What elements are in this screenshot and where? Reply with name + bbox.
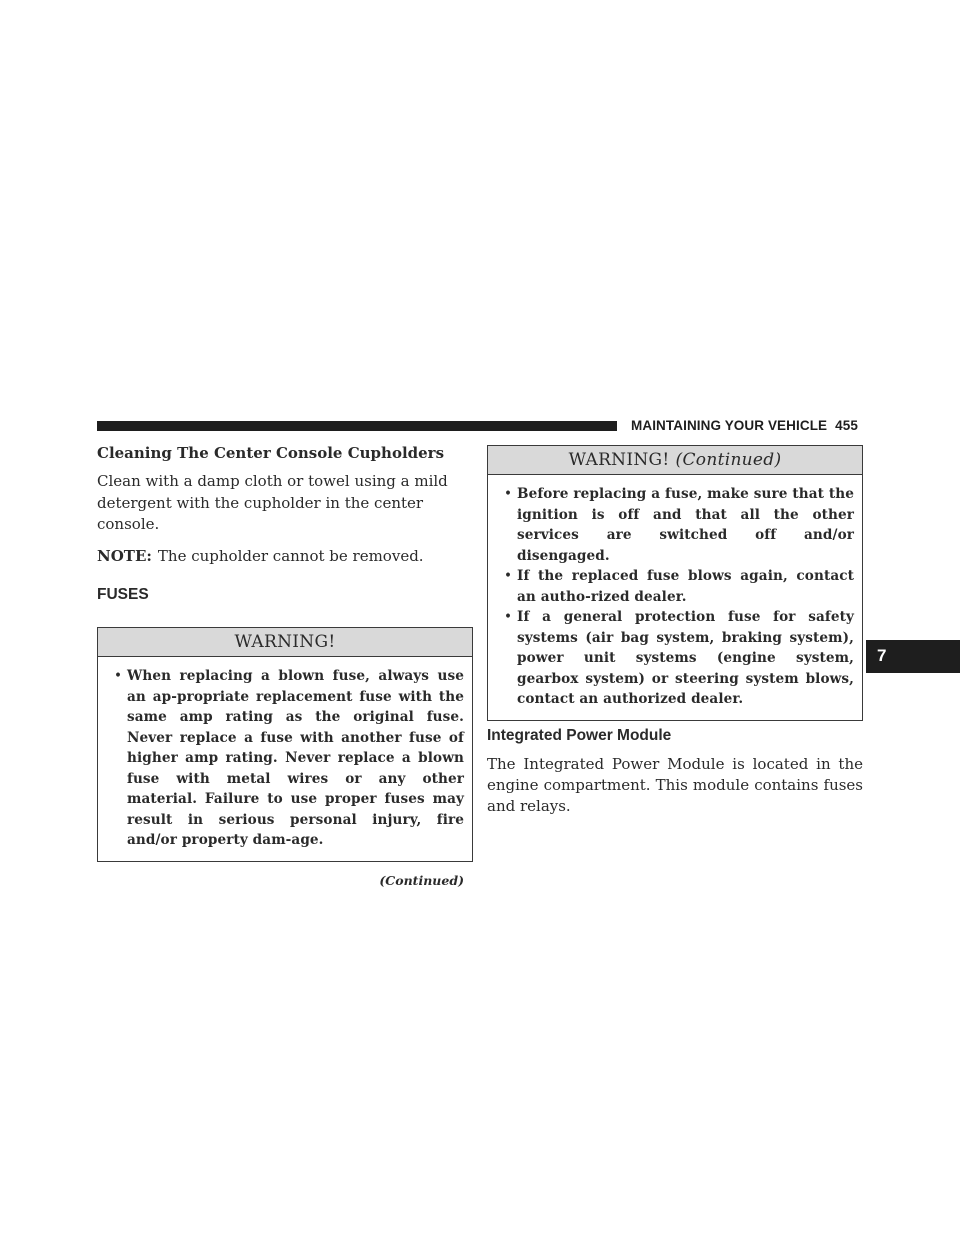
fuses-warning-box <box>97 627 473 862</box>
warning-item-text: Before replacing a fuse, make sure that the ignition is off and that all the other services are switched off and/or disengaged. <box>517 486 854 564</box>
fuses-warning-continued-box <box>487 445 863 721</box>
header-rule <box>97 421 617 431</box>
warning-body <box>98 657 472 861</box>
integrated-power-module-paragraph: The Integrated Power Module is located in the engine compartment. This module contains fuses and relays. <box>487 754 863 815</box>
warning-item-text: If the replaced fuse blows again, contact an autho-rized dealer. <box>517 568 854 605</box>
warning-title-suffix: (Continued) <box>675 450 782 470</box>
warning-item-text: When replacing a blown fuse, always use an ap-propriate replacement fuse with the same amp rating as the original fuse. Never replace a fuse with another fuse of higher amp rating. Never replace a blown fuse with metal wires or any other material. Failure to use proper fuses may result in serious personal injury, fire and/or property dam-age. <box>127 668 464 848</box>
warning-title: WARNING! <box>568 450 670 470</box>
chapter-tab <box>866 640 960 673</box>
note <box>97 546 473 568</box>
warning-item <box>496 607 854 710</box>
warning-header <box>98 628 472 657</box>
right-column <box>487 445 863 817</box>
integrated-power-module-title: Integrated Power Module <box>487 726 672 744</box>
note-label: NOTE: <box>97 546 152 565</box>
warning-body <box>488 475 862 720</box>
page-number: 455 <box>835 418 858 433</box>
warning-item <box>106 666 464 851</box>
left-column <box>97 443 473 888</box>
continued-label: (Continued) <box>379 872 464 888</box>
warning-item <box>496 566 854 607</box>
bullet-icon: • <box>504 609 513 625</box>
warning-header <box>488 446 862 475</box>
chapter-number: 7 <box>877 646 887 665</box>
running-header <box>631 418 867 433</box>
fuses-section-title: FUSES <box>97 586 149 603</box>
warning-title: WARNING! <box>234 632 336 652</box>
note-text: The cupholder cannot be removed. <box>157 546 424 565</box>
bullet-icon: • <box>114 668 123 684</box>
warning-item <box>496 484 854 566</box>
cupholder-subheading: Cleaning The Center Console Cupholders <box>97 444 445 462</box>
header-section-title: MAINTAINING YOUR VEHICLE <box>631 418 828 433</box>
bullet-icon: • <box>504 568 513 584</box>
cupholder-paragraph: Clean with a damp cloth or towel using a mild detergent with the cupholder in the center console. <box>97 472 448 533</box>
warning-item-text: If a general protection fuse for safety systems (air bag system, braking system), power unit systems (engine system, gearbox system) or steering system blows, contact an authorized dealer. <box>517 609 854 707</box>
bullet-icon: • <box>504 486 513 502</box>
